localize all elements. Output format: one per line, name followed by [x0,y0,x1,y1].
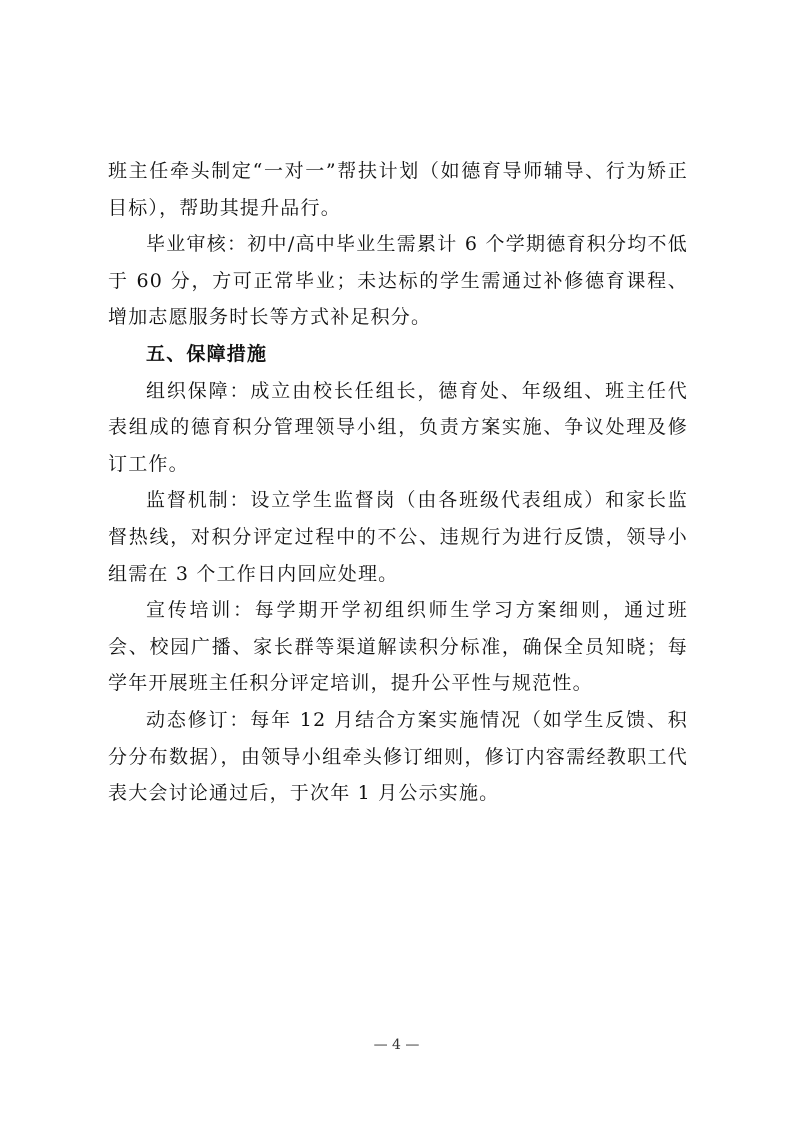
document-body [108,153,688,812]
paragraph-organization: 组织保障：成立由校长任组长，德育处、年级组、班主任代表组成的德育积分管理领导小组，负责方案实施、争议处理及修订工作。 [108,379,688,475]
paragraph-graduation-review: 毕业审核：初中/高中毕业生需累计 6 个学期德育积分均不低于 60 分，方可正常毕业；未达标的学生需通过补修德育课程、增加志愿服务时长等方式补足积分。 [108,233,688,329]
paragraph-supervision: 监督机制：设立学生监督岗（由各班级代表组成）和家长监督热线，对积分评定过程中的不公、违规行为进行反馈，领导小组需在 3 个工作日内回应处理。 [108,489,688,585]
paragraph-revision: 动态修订：每年 12 月结合方案实施情况（如学生反馈、积分分布数据），由领导小组牵头修订细则，修订内容需经教职工代表大会讨论通过后，于次年 1 月公示实施。 [108,708,688,805]
paragraph-publicity-training: 宣传培训：每学期开学初组织师生学习方案细则，通过班会、校园广播、家长群等渠道解读积分标准，确保全员知晓；每学年开展班主任积分评定培训，提升公平性与规范性。 [108,599,688,695]
section-heading-safeguards: 五、保障措施 [146,342,268,365]
paragraph-continuation: 班主任牵头制定“一对一”帮扶计划（如德育导师辅导、行为矫正目标），帮助其提升品行。 [108,160,688,219]
page-number: — 4 — [373,1037,420,1053]
